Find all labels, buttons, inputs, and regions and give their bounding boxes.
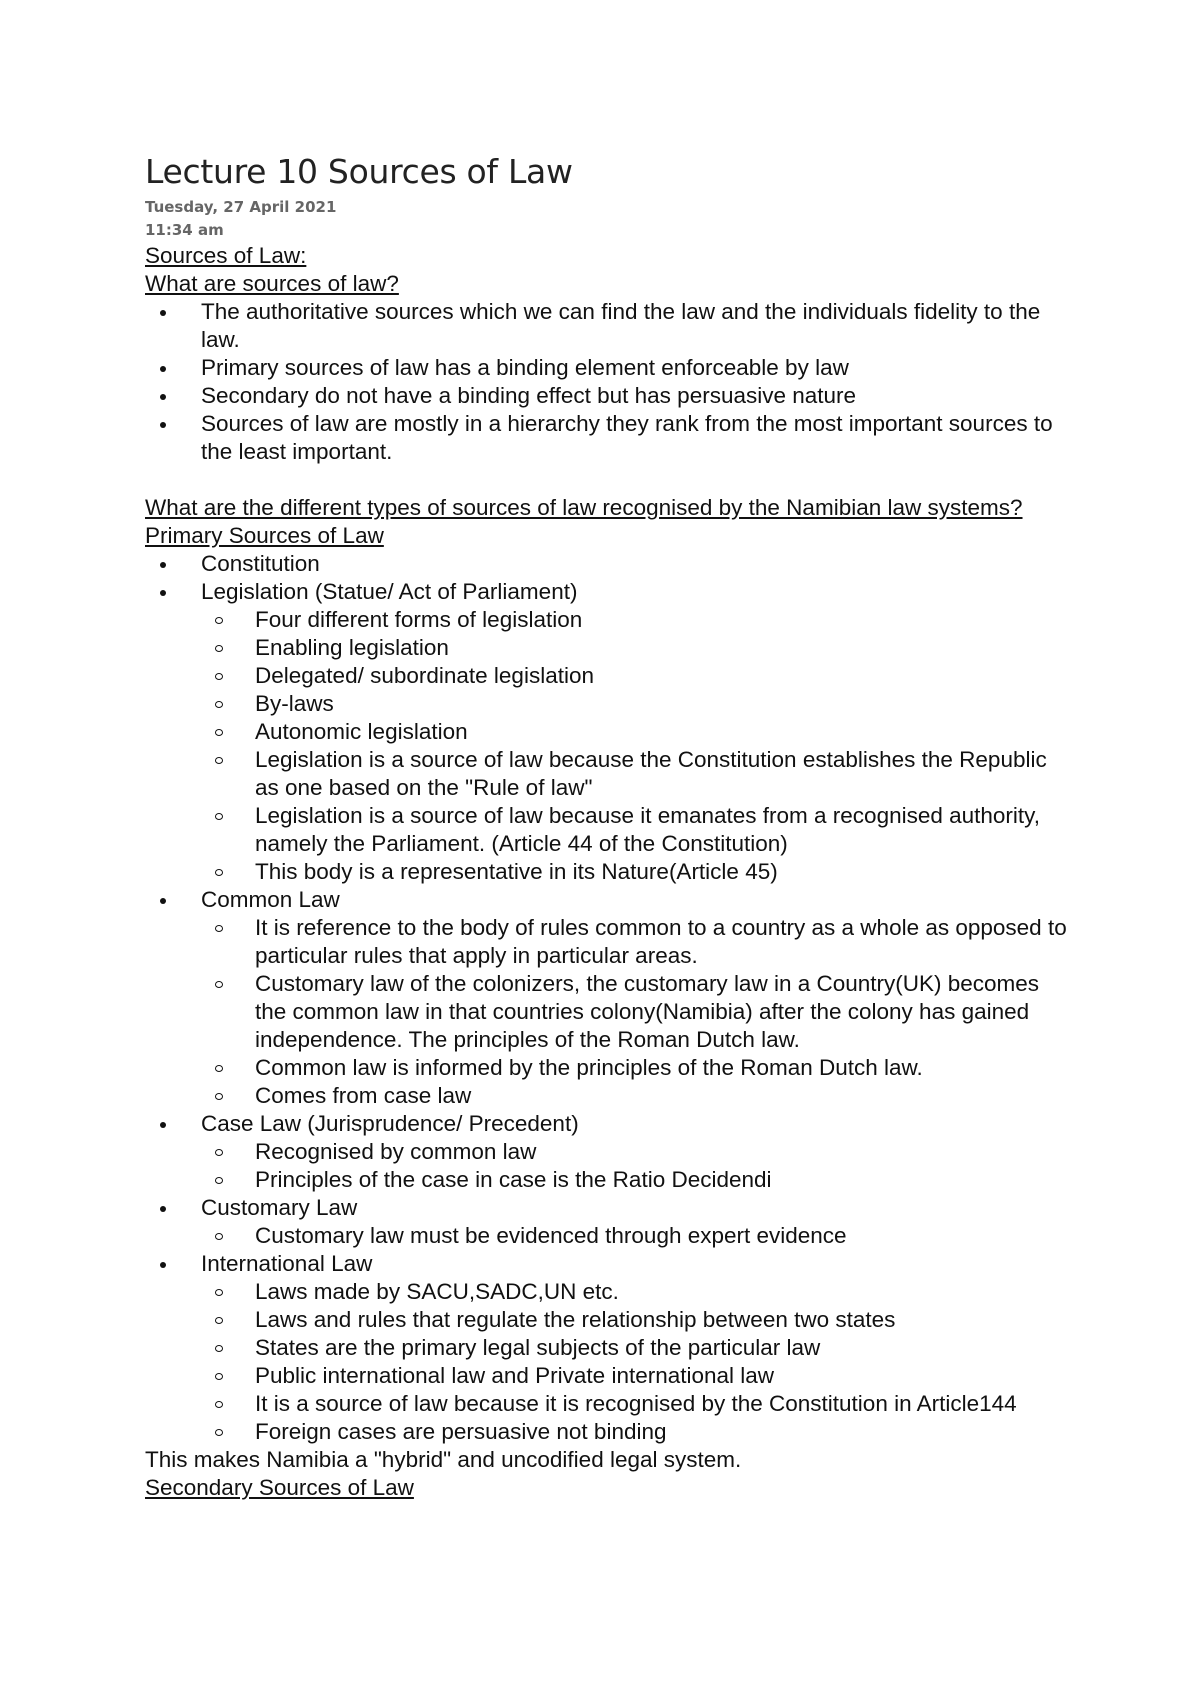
list-item: Secondary do not have a binding effect but has persuasive nature (145, 382, 1075, 410)
secondary-heading: Secondary Sources of Law (145, 1475, 414, 1500)
sub-list-item: Legislation is a source of law because it emanates from a recognised authority, namely the Parliament. (Article 44 of the Constitution) (145, 802, 1075, 858)
sub-list-item: Autonomic legislation (145, 718, 1075, 746)
sub-list-item: Comes from case law (145, 1082, 1075, 1110)
question-types: What are the different types of sources of law recognised by the Namibian law systems? (145, 495, 1023, 520)
sub-list-item: Laws made by SACU,SADC,UN etc. (145, 1278, 1075, 1306)
page-title: Lecture 10 Sources of Law (145, 152, 573, 191)
sub-list-item: Foreign cases are persuasive not binding (145, 1418, 1075, 1446)
list-item-legislation: Legislation (Statue/ Act of Parliament) (145, 578, 1075, 606)
list-item-customary-law: Customary Law (145, 1194, 1075, 1222)
sub-list-item: By-laws (145, 690, 1075, 718)
sub-list-item: Recognised by common law (145, 1138, 1075, 1166)
conclusion-text: This makes Namibia a "hybrid" and uncodified legal system. (145, 1447, 742, 1472)
note-content (145, 150, 1075, 1502)
list-item-constitution: Constitution (145, 550, 1075, 578)
primary-list (145, 550, 1075, 1446)
sub-list-item: It is a source of law because it is recognised by the Constitution in Article144 (145, 1390, 1075, 1418)
note-time: 11:34 am (145, 221, 224, 239)
intro-list (145, 298, 1075, 466)
note-date: Tuesday, 27 April 2021 (145, 198, 337, 216)
sub-list-item: Legislation is a source of law because the Constitution establishes the Republic as one based on the "Rule of law" (145, 746, 1075, 802)
list-item-case-law: Case Law (Jurisprudence/ Precedent) (145, 1110, 1075, 1138)
list-item-international-law: International Law (145, 1250, 1075, 1278)
sub-list-item: It is reference to the body of rules common to a country as a whole as opposed to particular rules that apply in particular areas. (145, 914, 1075, 970)
sub-list-item: Customary law of the colonizers, the customary law in a Country(UK) becomes the common law in that countries colony(Namibia) after the colony has gained independence. The principles of the Roman Dutch law. (145, 970, 1075, 1054)
list-item-common-law: Common Law (145, 886, 1075, 914)
sub-list-item: Enabling legislation (145, 634, 1075, 662)
primary-heading: Primary Sources of Law (145, 523, 384, 548)
sub-list-item: Customary law must be evidenced through expert evidence (145, 1222, 1075, 1250)
note-body (145, 242, 1075, 1502)
sub-list-item: States are the primary legal subjects of the particular law (145, 1334, 1075, 1362)
list-item: The authoritative sources which we can find the law and the individuals fidelity to the law. (145, 298, 1075, 354)
list-item: Primary sources of law has a binding element enforceable by law (145, 354, 1075, 382)
list-item: Sources of law are mostly in a hierarchy they rank from the most important sources to the least important. (145, 410, 1075, 466)
sub-list-item: Laws and rules that regulate the relationship between two states (145, 1306, 1075, 1334)
sub-list-item: This body is a representative in its Nature(Article 45) (145, 858, 1075, 886)
spacer (145, 466, 1075, 494)
heading-sources: Sources of Law: (145, 243, 307, 268)
sub-list-item: Delegated/ subordinate legislation (145, 662, 1075, 690)
sub-list-item: Public international law and Private international law (145, 1362, 1075, 1390)
sub-list-item: Common law is informed by the principles of the Roman Dutch law. (145, 1054, 1075, 1082)
sub-list-item: Principles of the case in case is the Ratio Decidendi (145, 1166, 1075, 1194)
sub-list-item: Four different forms of legislation (145, 606, 1075, 634)
question-what-are-sources: What are sources of law? (145, 271, 399, 296)
